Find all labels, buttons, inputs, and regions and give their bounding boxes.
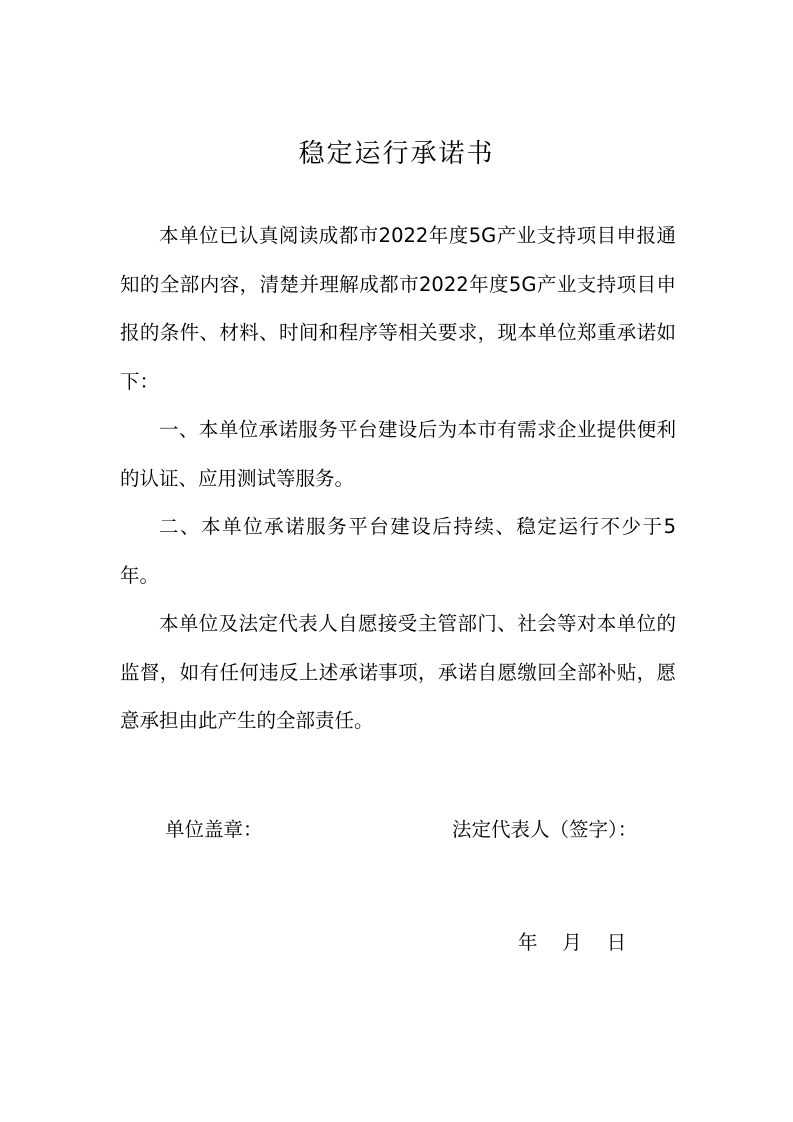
paragraph-intro: 本单位已认真阅读成都市2022年度5G产业支持项目申报通知的全部内容，清楚并理解成都市2022年度5G产业支持项目申报的条件、材料、时间和程序等相关要求，现本单位郑重承诺如下： bbox=[120, 224, 676, 393]
paragraph-supervision: 本单位及法定代表人自愿接受主管部门、社会等对本单位的监督，如有任何违反上述承诺事项，承诺自愿缴回全部补贴，愿意承担由此产生的全部责任。 bbox=[120, 612, 676, 732]
document-title: 稳定运行承诺书 bbox=[298, 139, 495, 169]
seal-label: 单位盖章： bbox=[165, 818, 263, 841]
date-line: 年 月 日 bbox=[518, 931, 627, 954]
representative-signature-label: 法定代表人（签字）： bbox=[452, 818, 638, 841]
paragraph-commitment-2: 二、本单位承诺服务平台建设后持续、稳定运行不少于5年。 bbox=[120, 515, 676, 587]
paragraph-commitment-1: 一、本单位承诺服务平台建设后为本市有需求企业提供便利的认证、应用测试等服务。 bbox=[120, 418, 676, 490]
